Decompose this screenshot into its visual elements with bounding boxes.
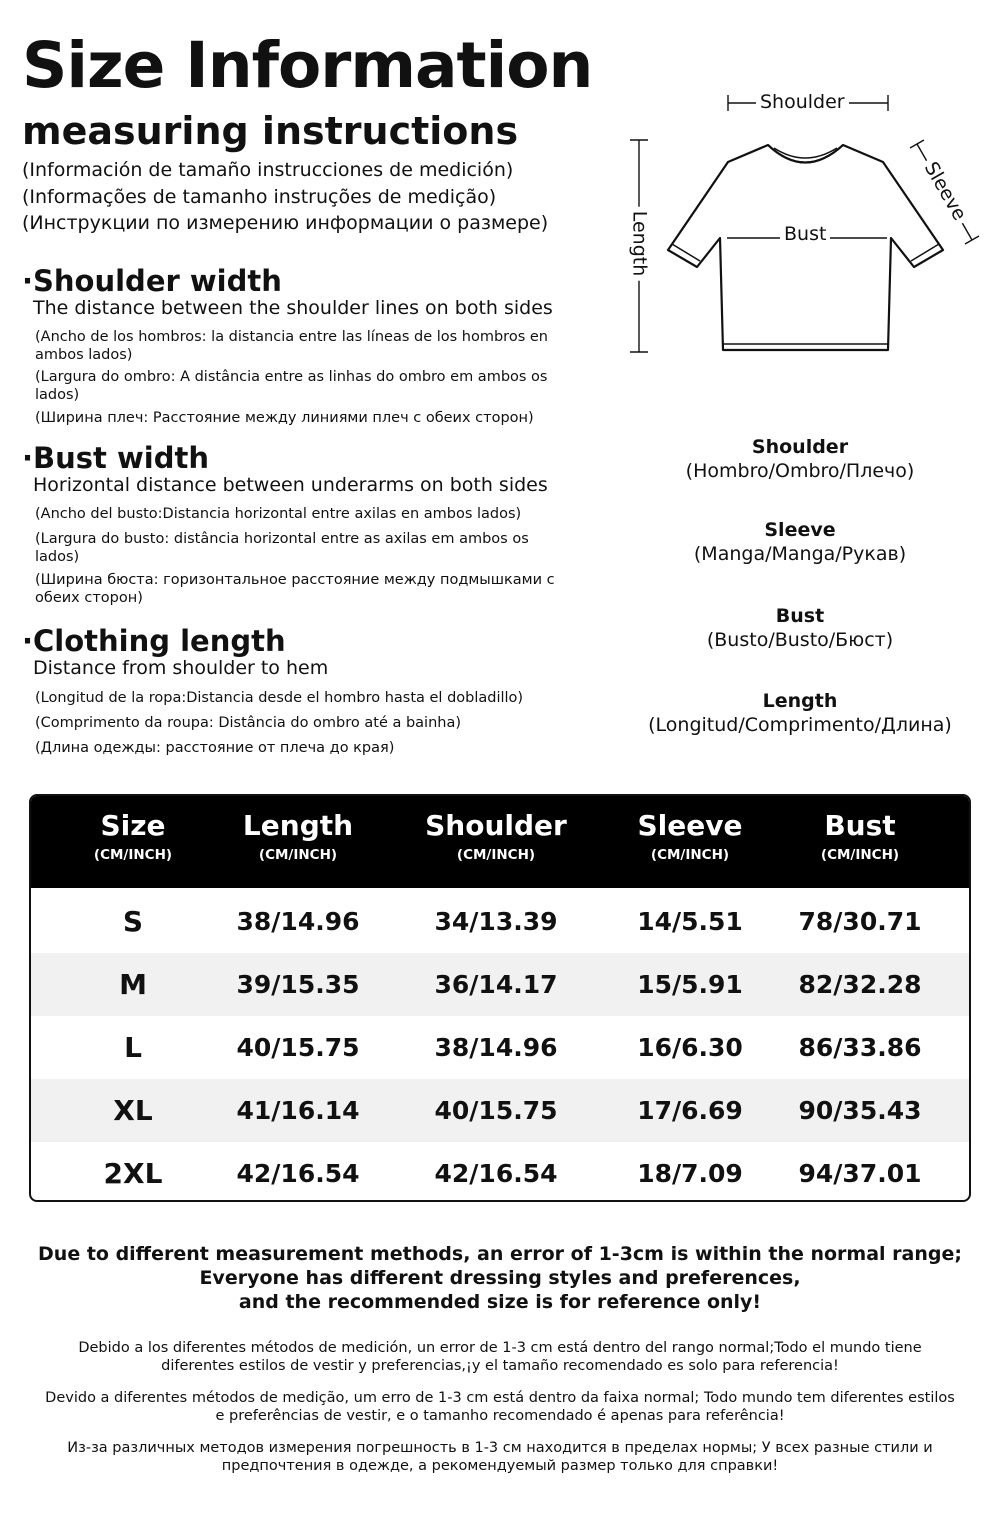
bust-cell: 78/30.71 <box>798 907 922 936</box>
tshirt-diagram <box>610 80 990 370</box>
legend-shoulder-term: Shoulder <box>751 436 849 458</box>
shoulder-width-heading: ·Shoulder width <box>22 264 282 298</box>
shoulder-width-note-ru: (Ширина плеч: Расстояние между линиями плеч с обеих сторон) <box>35 410 534 426</box>
length-cell: 42/16.54 <box>236 1159 360 1188</box>
shoulder-width-note-es: (Ancho de los hombros: la distancia entre las líneas de los hombros en ambos lados) <box>35 329 548 363</box>
clothing-length-heading: ·Clothing length <box>22 624 286 658</box>
legend-length <box>620 692 980 735</box>
clothing-length-note-pt: (Comprimento da roupa: Distância do ombro até a bainha) <box>35 715 462 731</box>
clothing-length-note-ru: (Длина одежды: расстояние от плеча до края) <box>35 740 395 756</box>
title-translation-es: (Información de tamaño instrucciones de medición) <box>22 159 514 181</box>
title-translation-ru: (Инструкции по измерению информации о размере) <box>22 212 549 234</box>
bust-cell: 94/37.01 <box>798 1159 922 1188</box>
legend-sleeve-term: Sleeve <box>764 519 836 541</box>
length-cell: 39/15.35 <box>236 970 360 999</box>
size-table-header <box>31 796 969 888</box>
clothing-length-description: Distance from shoulder to hem <box>33 657 329 679</box>
disclaimer-note-ru: Из-за различных методов измерения погрешность в 1-3 см находится в пределах нормы; У всех разные стили и предпочтения в одежде, а рекомендуемый размер только для справки! <box>67 1440 933 1474</box>
length-cell: 40/15.75 <box>236 1033 360 1062</box>
table-row <box>31 1016 969 1079</box>
column-header-shoulder-label: Shoulder <box>425 809 567 842</box>
legend-sleeve <box>620 521 980 564</box>
legend-bust <box>620 607 980 650</box>
bust-width-description: Horizontal distance between underarms on both sides <box>33 474 548 496</box>
column-header-size-unit: (CM/INCH) <box>93 847 173 863</box>
diagram-shoulder-label: Shoulder <box>756 93 849 112</box>
size-cell: 2XL <box>103 1157 163 1190</box>
size-cell: S <box>122 905 144 938</box>
bust-width-heading: ·Bust width <box>22 441 209 475</box>
shoulder-cell: 40/15.75 <box>434 1096 558 1125</box>
bust-cell: 90/35.43 <box>798 1096 922 1125</box>
bust-cell: 82/32.28 <box>798 970 922 999</box>
size-cell: XL <box>113 1094 153 1127</box>
sleeve-cell: 17/6.69 <box>637 1096 743 1125</box>
column-header-sleeve-label: Sleeve <box>637 809 743 842</box>
table-row <box>31 953 969 1016</box>
table-row <box>31 1079 969 1142</box>
shoulder-cell: 34/13.39 <box>434 907 558 936</box>
legend-bust-term: Bust <box>775 605 825 627</box>
legend-sleeve-translation: (Manga/Manga/Рукав) <box>693 543 907 565</box>
disclaimer-note-es: Debido a los diferentes métodos de medición, un error de 1-3 cm está dentro del rango normal;Todo el mundo tiene diferentes estilos de vestir y preferencias,¡y el tamaño recomendado es solo para referencia! <box>78 1340 922 1374</box>
legend-length-translation: (Longitud/Comprimento/Длина) <box>648 714 952 736</box>
length-cell: 38/14.96 <box>236 907 360 936</box>
size-table <box>29 794 971 1202</box>
size-cell: M <box>119 968 147 1001</box>
column-header-shoulder <box>411 809 581 863</box>
shoulder-width-note-pt: (Largura do ombro: A distância entre as linhas do ombro em ambos os lados) <box>35 369 548 403</box>
disclaimer-line-3: and the recommended size is for reference only! <box>238 1291 762 1313</box>
column-header-bust-unit: (CM/INCH) <box>820 847 900 863</box>
bust-width-note-ru: (Ширина бюста: горизонтальное расстояние между подмышками с обеих сторон) <box>35 572 555 606</box>
column-header-size-label: Size <box>100 809 166 842</box>
shoulder-cell: 38/14.96 <box>434 1033 558 1062</box>
diagram-bust-label: Bust <box>780 225 830 244</box>
diagram-length-label: Length <box>629 207 648 281</box>
clothing-length-note-es: (Longitud de la ropa:Distancia desde el hombro hasta el dobladillo) <box>35 690 524 706</box>
column-header-length-unit: (CM/INCH) <box>258 847 338 863</box>
disclaimer-line-2: Everyone has different dressing styles and preferences, <box>199 1267 801 1289</box>
size-cell: L <box>124 1031 142 1064</box>
shoulder-cell: 36/14.17 <box>434 970 558 999</box>
shoulder-width-description: The distance between the shoulder lines on both sides <box>33 297 553 319</box>
column-header-bust-label: Bust <box>824 809 896 842</box>
legend-shoulder-translation: (Hombro/Ombro/Плечо) <box>685 460 915 482</box>
table-row <box>31 1142 969 1202</box>
legend-length-term: Length <box>762 690 838 712</box>
page-subtitle: measuring instructions <box>22 109 519 153</box>
column-header-length-label: Length <box>242 809 354 842</box>
table-row <box>31 890 969 953</box>
disclaimer-line-1: Due to different measurement methods, an error of 1-3cm is within the normal range; <box>38 1243 962 1265</box>
length-cell: 41/16.14 <box>236 1096 360 1125</box>
diagram-sleeve-label: Sleeve <box>919 156 971 228</box>
column-header-bust <box>785 809 935 863</box>
disclaimer-note-pt: Devido a diferentes métodos de medição, um erro de 1-3 cm está dentro da faixa normal; Todo mundo tem diferentes estilos e preferências de vestir, e o tamanho recomendado é apenas para referência! <box>45 1390 955 1424</box>
column-header-length <box>223 809 373 863</box>
sleeve-cell: 14/5.51 <box>637 907 743 936</box>
page-title: Size Information <box>22 29 593 102</box>
legend-bust-translation: (Busto/Busto/Бюст) <box>706 629 894 651</box>
shoulder-cell: 42/16.54 <box>434 1159 558 1188</box>
bust-width-note-es: (Ancho del busto:Distancia horizontal entre axilas en ambos lados) <box>35 506 522 522</box>
sleeve-cell: 15/5.91 <box>637 970 743 999</box>
sleeve-cell: 18/7.09 <box>637 1159 743 1188</box>
sleeve-cell: 16/6.30 <box>637 1033 743 1062</box>
column-header-sleeve <box>615 809 765 863</box>
column-header-sleeve-unit: (CM/INCH) <box>650 847 730 863</box>
column-header-size <box>73 809 193 863</box>
title-translation-pt: (Informações de tamanho instruções de medição) <box>22 186 497 208</box>
column-header-shoulder-unit: (CM/INCH) <box>456 847 536 863</box>
legend-shoulder <box>620 438 980 481</box>
bust-width-note-pt: (Largura do busto: distância horizontal entre as axilas em ambos os lados) <box>35 531 529 565</box>
bust-cell: 86/33.86 <box>798 1033 922 1062</box>
